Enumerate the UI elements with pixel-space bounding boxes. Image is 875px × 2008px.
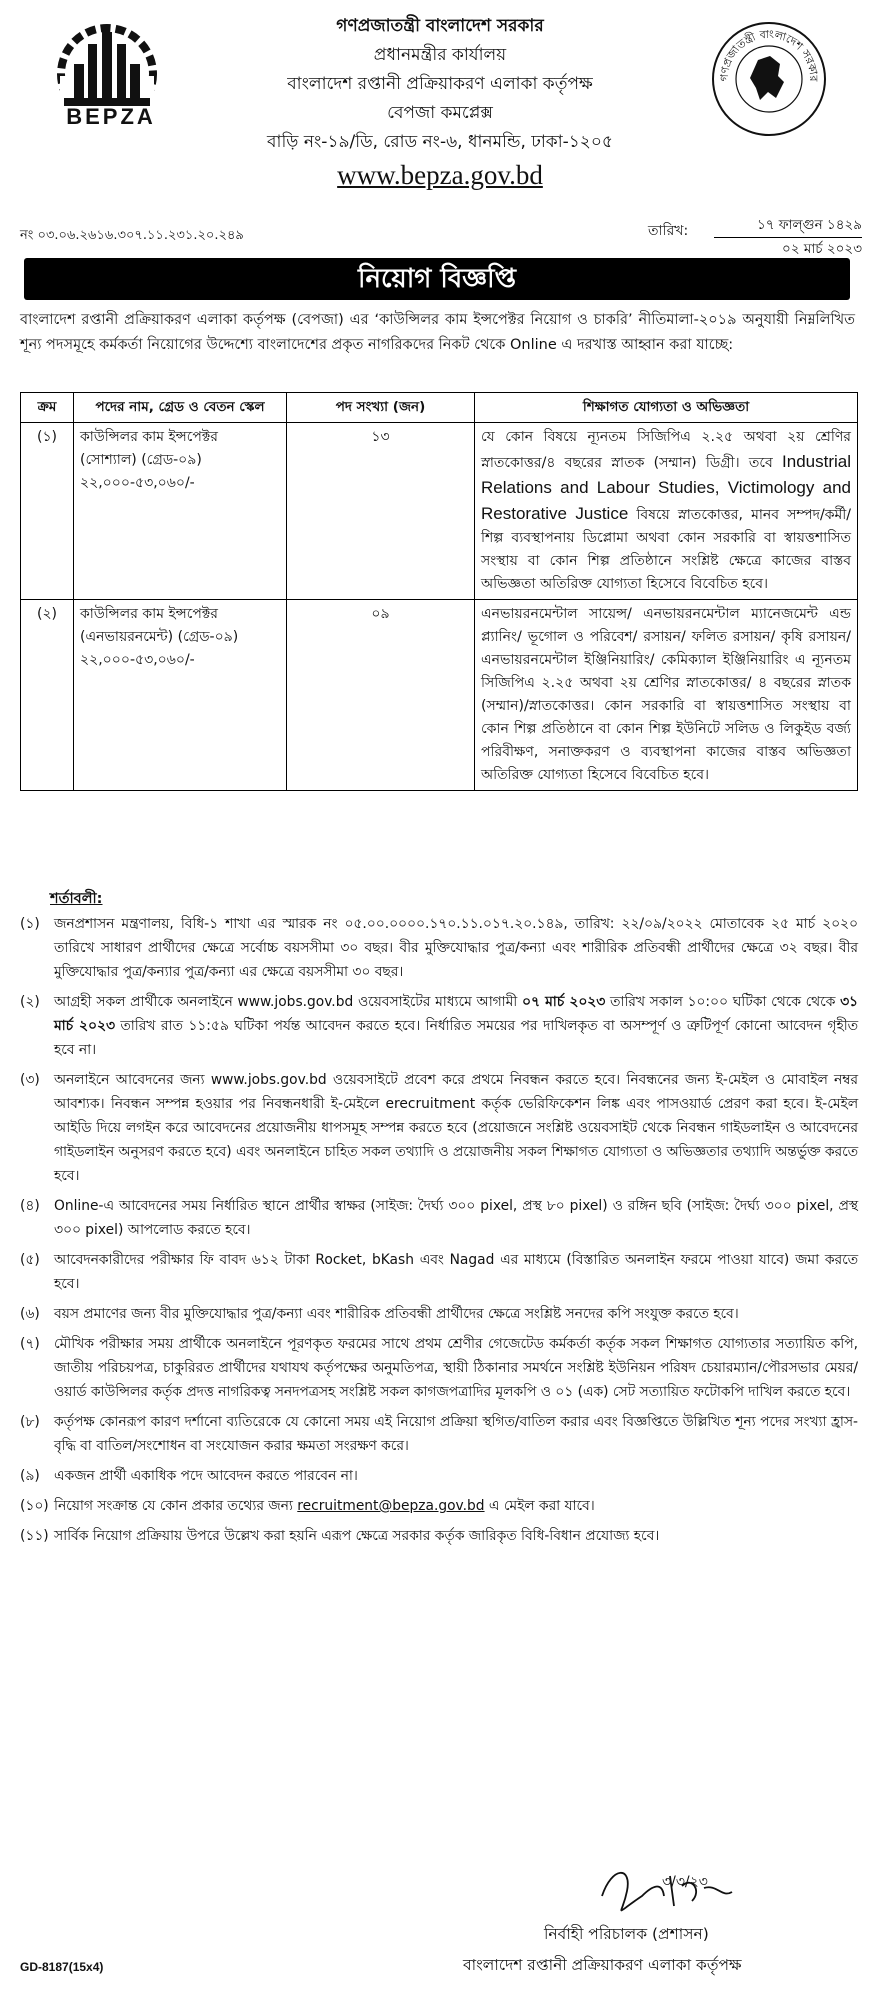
date-block <box>714 214 862 260</box>
post-name-line2: (সোশ্যাল) (গ্রেড-০৯) <box>80 452 202 468</box>
date-bangla: ১৭ ফাল্গুন ১৪২৯ <box>714 214 862 238</box>
complex-line: বেপজা কমপ্লেক্স <box>387 103 493 123</box>
header-qualification: শিক্ষাগত যোগ্যতা ও অভিজ্ঞতা <box>475 393 858 423</box>
term-number: (২) <box>20 994 40 1010</box>
signature-date: ৩/৩/২৩ <box>662 1874 708 1890</box>
date-label: তারিখ: <box>648 223 689 239</box>
header-post-name: পদের নাম, গ্রেড ও বেতন স্কেল <box>74 393 287 423</box>
list-item <box>20 1494 858 1518</box>
term-text-part: নিয়োগ সংক্রান্ত যে কোন প্রকার তথ্যের জন্য <box>54 1498 298 1514</box>
signature <box>592 1856 742 1922</box>
row-post-name <box>74 600 287 791</box>
term-number: (৯) <box>20 1468 40 1484</box>
list-item <box>20 990 858 1062</box>
term-number: (৬) <box>20 1306 40 1322</box>
term-text-part: আগ্রহী সকল প্রার্থীকে অনলাইনে www.jobs.gov.bd ওয়েবসাইটের মাধ্যমে আগামী <box>54 994 522 1010</box>
list-item <box>20 1464 858 1488</box>
signatory-organization: বাংলাদেশ রপ্তানী প্রক্রিয়াকরণ এলাকা কর্তৃপক্ষ <box>463 1956 742 1974</box>
term-text: মৌখিক পরীক্ষার সময় প্রার্থীকে অনলাইনে পূরণকৃত ফরমের সাথে প্রথম শ্রেণীর গেজেটেড কর্মকর্তা কর্তৃক সকল শিক্ষাগত যোগ্যতার সত্যায়িত কপি, জাতীয় পরিচয়পত্র, চাকুরিরত প্রার্থীদের যথাযথ কর্তৃপক্ষের অনুমতিপত্র, স্থায়ী ঠিকানার সমর্থনে সংশ্লিষ্ট ইউনিয়ন পরিষদ চেয়ারম্যান/পৌরসভার মেয়র/ওয়ার্ড কাউন্সিলর কর্তৃক প্রদত্ত নাগরিকত্ব সনদপত্রসহ সংশ্লিষ্ট সকল কাগজপত্রাদির মূলকপি ও ০১ (এক) সেট সত্যায়িত ফটোকপি দাখিল করতে হবে। <box>54 1336 858 1400</box>
list-item <box>20 1410 858 1458</box>
list-item <box>20 1068 858 1188</box>
date-gregorian: ০২ মার্চ ২০২৩ <box>782 241 862 257</box>
term-text-part: তারিখ রাত ১১:৫৯ ঘটিকা পর্যন্ত আবেদন করতে হবে। নির্ধারিত সময়ের পর দাখিলকৃত বা অসম্পূর্ণ ও ত্রুটিপূর্ণ কোনো আবেদন গৃহীত হবে না। <box>54 1018 858 1058</box>
term-text: সার্বিক নিয়োগ প্রক্রিয়ায় উপরে উল্লেখ করা হয়নি এরূপ ক্ষেত্রে সরকার কর্তৃক জারিকৃত বিধি-বিধান প্রযোজ্য হবে। <box>54 1528 660 1544</box>
term-text: একজন প্রার্থী একাধিক পদে আবেদন করতে পারবেন না। <box>54 1468 358 1484</box>
table-header-row <box>21 393 858 423</box>
term-text: আবেদনকারীদের পরীক্ষার ফি বাবদ ৬১২ টাকা Rocket, bKash এবং Nagad এর মাধ্যমে (বিস্তারিত অনলাইন ফরমে পাওয়া যাবে) জমা করতে হবে। <box>54 1252 858 1292</box>
term-number: (৪) <box>20 1198 40 1214</box>
terms-list <box>20 912 858 1554</box>
term-text <box>54 990 858 1062</box>
website-link[interactable]: www.bepza.gov.bd <box>337 160 543 190</box>
memo-number: নং ০৩.০৬.২৬১৬.৩০৭.১১.২৩১.২০.২৪৯ <box>20 228 244 243</box>
list-item <box>20 1248 858 1296</box>
list-item <box>20 1332 858 1404</box>
government-seal <box>710 20 828 138</box>
pay-scale: ২২,০০০-৫৩,০৬০/- <box>80 475 195 491</box>
list-item <box>20 912 858 984</box>
posts-table <box>20 392 858 791</box>
row-post-count: ০৯ <box>287 600 475 791</box>
row-post-count: ১৩ <box>287 423 475 600</box>
qualification-part-b: Industrial Relations and Labour Studies, Victimology and Restorative Justice <box>481 452 852 523</box>
row-qualification: এনভায়রনমেন্টাল সায়েন্স/ এনভায়রনমেন্টাল ম্যানেজমেন্ট এন্ড প্ল্যানিং/ ভূগোল ও পরিবেশ/ রসায়ন/ ফলিত রসায়ন/ কৃষি রসায়ন/ এনভায়রনমেন্টাল ইঞ্জিনিয়ারিং/ কেমিক্যাল ইঞ্জিনিয়ারিং এ ন্যূনতম সিজিপিএ ২.২৫ অথবা ২য় শ্রেণির স্নাতকোত্তর/ ৪ বছরের স্নাতক (সম্মান)/স্নাতকোত্তর। কোন সরকারি বা স্বায়ত্তশাসিত সংস্থায় বা কোন শিল্প প্রতিষ্ঠানে বা কোন শিল্প ইউনিটে সলিড ও লিকুইড বর্জ্য পরিবীক্ষণ, সনাক্তকরণ ও ব্যবস্থাপনা কাজের বাস্তব অভিজ্ঞতা অতিরিক্ত যোগ্যতা হিসেবে বিবেচিত হবে। <box>475 600 858 791</box>
header-serial: ক্রম <box>21 393 74 423</box>
term-number: (১) <box>20 916 40 932</box>
notice-title: নিয়োগ বিজ্ঞপ্তি <box>24 258 850 300</box>
term-number: (৮) <box>20 1414 40 1430</box>
term-text: কর্তৃপক্ষ কোনরূপ কারণ দর্শানো ব্যতিরেকে যে কোনো সময় এই নিয়োগ প্রক্রিয়া স্থগিত/বাতিল করার এবং বিজ্ঞপ্তিতে উল্লিখিত শূন্য পদের সংখ্যা হ্রাস-বৃদ্ধি বা বাতিল/সংশোধন বা সংযোজন করার ক্ষমতা সংরক্ষণ করে। <box>54 1414 858 1454</box>
row-post-name <box>74 423 287 600</box>
end-date: ৩১ মার্চ ২০২৩ <box>54 994 858 1034</box>
letterhead <box>190 12 690 193</box>
start-date: ০৭ মার্চ ২০২৩ <box>521 994 606 1010</box>
authority-line: বাংলাদেশ রপ্তানী প্রক্রিয়াকরণ এলাকা কর্তৃপক্ষ <box>287 74 593 94</box>
office-line: প্রধানমন্ত্রীর কার্যালয় <box>373 45 507 65</box>
intro-paragraph: বাংলাদেশ রপ্তানী প্রক্রিয়াকরণ এলাকা কর্তৃপক্ষ (বেপজা) এর ‘কাউন্সিলর কাম ইন্সপেক্টর নিয়োগ ও চাকরি’ নীতিমালা-২০১৯ অনুযায়ী নিম্নলিখিত শূন্য পদসমূহে কর্মকর্তা নিয়োগের উদ্দেশ্যে বাংলাদেশের প্রকৃত নাগরিকদের নিকট থেকে Online এ দরখাস্ত আহ্বান করা যাচ্ছে: <box>20 312 855 353</box>
term-text: Online-এ আবেদনের সময় নির্ধারিত স্থানে প্রার্থীর স্বাক্ষর (সাইজ: দৈর্ঘ্য ৩০০ pixel, প্রস্থ ৮০ pixel) ও রঙ্গিন ছবি (সাইজ: দৈর্ঘ্য ৩০০ pixel, প্রস্থ ৩০০ pixel) আপলোড করতে হবে। <box>54 1198 858 1238</box>
row-qualification <box>475 423 858 600</box>
qualification-part-c: বিষয়ে স্নাতকোত্তর, মানব সম্পদ/কর্মী/শিল্প ব্যবস্থাপনায় ডিপ্লোমা অথবা কোন সরকারি বা স্বায়ত্তশাসিত সংস্থায় বা কোন শিল্প প্রতিষ্ঠানে সংশ্লিষ্ট ক্ষেত্রে কাজের বাস্তব অভিজ্ঞতা অতিরিক্ত যোগ্যতা হিসেবে বিবেচিত হবে। <box>481 507 851 592</box>
term-number: (১১) <box>20 1528 49 1544</box>
list-item <box>20 1302 858 1326</box>
pay-scale: ২২,০০০-৫৩,০৬০/- <box>80 652 195 668</box>
post-name-line1: কাউন্সিলর কাম ইন্সপেক্টর <box>80 606 219 622</box>
table-row <box>21 600 858 791</box>
term-text-part: তারিখ সকাল ১০:০০ ঘটিকা থেকে থেকে <box>605 994 841 1010</box>
term-text: অনলাইনে আবেদনের জন্য www.jobs.gov.bd ওয়েবসাইটে প্রবেশ করে প্রথমে নিবন্ধন করতে হবে। নিবন্ধনের জন্য ই-মেইল ও মোবাইল নম্বর আবশ্যক। নিবন্ধন সম্পন্ন হওয়ার পর নিবন্ধনধারী ই-মেইলে erecruitment কর্তৃক ভেরিফিকেশন লিঙ্ক এবং পাসওয়ার্ড প্রেরণ করা হবে। ই-মেইল আইডি দিয়ে লগইন করে আবেদনের প্রয়োজনীয় ধাপসমূহ সম্পন্ন করতে হবে (প্রয়োজনে সংশ্লিষ্ট ওয়েবসাইট থেকে নিবন্ধন গাইডলাইন ও আবেদনের গাইডলাইন অনুসরণ করতে হবে) এবং অনলাইনে চাহিত সকল তথ্যাদি ও প্রয়োজনীয় সকল শিক্ষাগত যোগ্যতা ও অভিজ্ঞতার তথ্যাদি অন্তর্ভুক্ত করতে হবে। <box>54 1072 858 1184</box>
term-number: (৩) <box>20 1072 40 1088</box>
govt-line: গণপ্রজাতন্ত্রী বাংলাদেশ সরকার <box>336 16 544 36</box>
term-number: (৫) <box>20 1252 40 1268</box>
term-number: (৭) <box>20 1336 40 1352</box>
row-serial: (১) <box>21 423 74 600</box>
qualification-part-a: যে কোন বিষয়ে ন্যূনতম সিজিপিএ ২.২৫ অথবা ২য় শ্রেণির স্নাতকোত্তর/৪ বছরের স্নাতক (সম্মান) ডিগ্রী। তবে <box>481 429 851 471</box>
list-item <box>20 1524 858 1548</box>
terms-title: শর্তাবলী: <box>50 891 103 907</box>
footer-code: GD-8187(15x4) <box>20 1960 104 1974</box>
term-text-part: এ মেইল করা যাবে। <box>484 1498 595 1514</box>
signatory-title: নির্বাহী পরিচালক (প্রশাসন) <box>544 1925 709 1943</box>
logo-text: BEPZA <box>66 104 156 129</box>
term-text: বয়স প্রমাণের জন্য বীর মুক্তিযোদ্ধার পুত্র/কন্যা এবং শারীরিক প্রতিবন্ধী প্রার্থীদের ক্ষেত্রে সংশ্লিষ্ট সনদের কপি সংযুক্ত করতে হবে। <box>54 1306 739 1322</box>
term-text: জনপ্রশাসন মন্ত্রণালয়, বিধি-১ শাখা এর স্মারক নং ০৫.০০.০০০০.১৭০.১১.০১৭.২০.১৪৯, তারিখ: ২২/০৯/২০২২ মোতাবেক ২৫ মার্চ ২০২০ তারিখে সাধারণ প্রার্থীদের ক্ষেত্রে সর্বোচ্চ বয়সসীমা ৩০ বছর। বীর মুক্তিযোদ্ধার পুত্র/কন্যা এবং শারীরিক প্রতিবন্ধী প্রার্থীদের ক্ষেত্রে ৩২ বছর। বীর মুক্তিযোদ্ধার পুত্র/কন্যার পুত্র/কন্যা এর ক্ষেত্রে বয়সসীমা ৩০ বছর। <box>54 916 858 980</box>
email-link[interactable]: recruitment@bepza.gov.bd <box>297 1498 485 1514</box>
post-name-line1: কাউন্সিলর কাম ইন্সপেক্টর <box>80 429 219 445</box>
post-name-line2: (এনভায়রনমেন্ট) (গ্রেড-০৯) <box>80 629 239 645</box>
seal-text: গণপ্রজাতন্ত্রী বাংলাদেশ সরকার <box>717 27 821 82</box>
term-text <box>54 1494 858 1518</box>
list-item <box>20 1194 858 1242</box>
address-line: বাড়ি নং-১৯/ডি, রোড নং-৬, ধানমন্ডি, ঢাকা-১২০৫ <box>267 132 613 152</box>
row-serial: (২) <box>21 600 74 791</box>
term-number: (১০) <box>20 1498 49 1514</box>
table-row <box>21 423 858 600</box>
bepza-logo <box>52 14 162 109</box>
header-post-count: পদ সংখ্যা (জন) <box>287 393 475 423</box>
